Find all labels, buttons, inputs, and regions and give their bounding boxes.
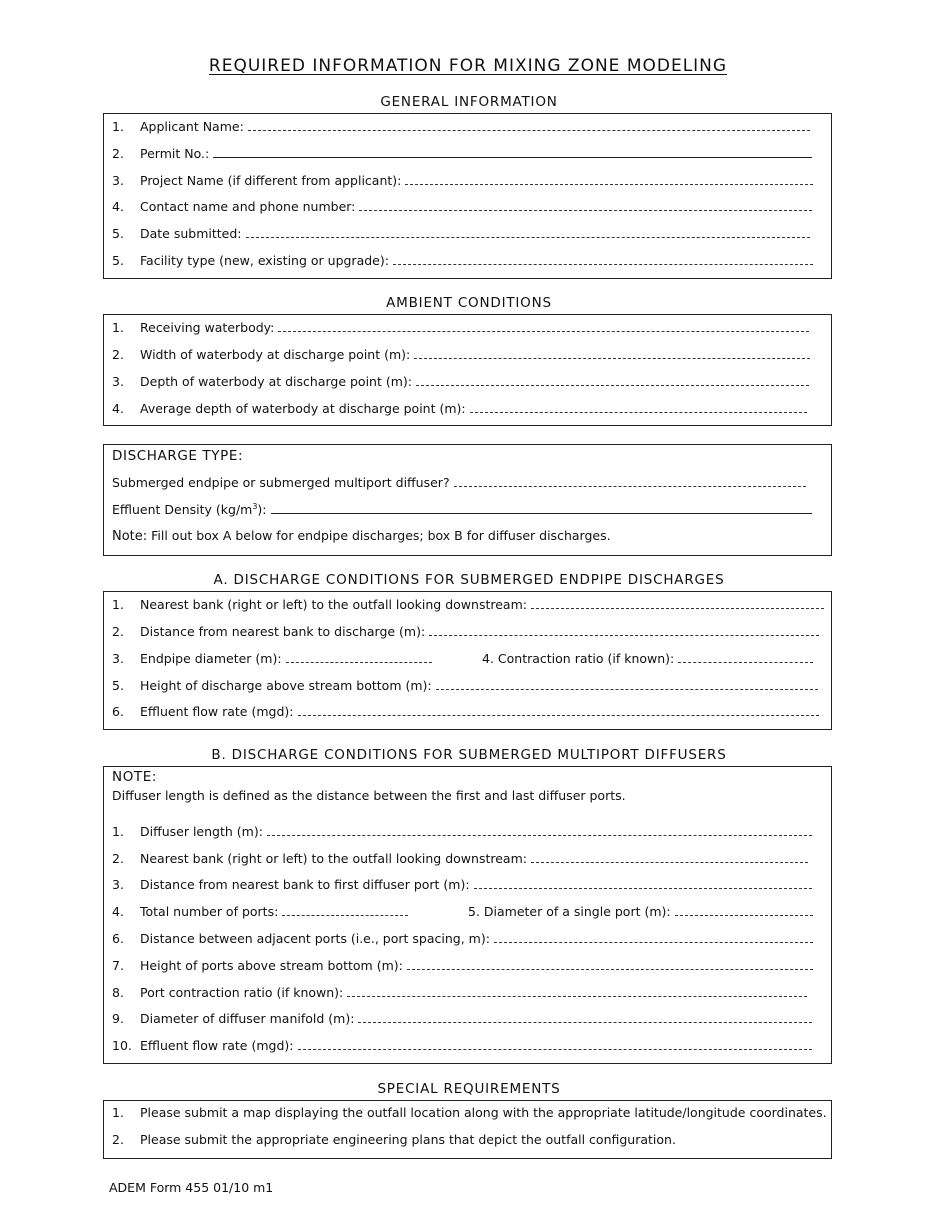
item-number: 3. — [112, 877, 124, 892]
distance-first-port-blank[interactable] — [474, 887, 812, 889]
distance-first-port-field[interactable] — [104, 874, 812, 892]
distance-to-discharge-label: Distance from nearest bank to discharge (m): — [140, 624, 426, 639]
manifold-diameter-blank[interactable] — [358, 1021, 812, 1023]
general-information-box — [103, 113, 832, 279]
nearest-bank-b-field[interactable] — [104, 848, 808, 866]
nearest-bank-label: Nearest bank (right or left) to the outfall looking downstream: — [140, 597, 527, 612]
section-a-box — [103, 591, 832, 730]
date-submitted-label: Date submitted: — [140, 226, 242, 241]
effluent-flow-rate-b-blank[interactable] — [298, 1048, 813, 1050]
nearest-bank-b-blank[interactable] — [531, 861, 808, 863]
total-ports-blank[interactable] — [282, 914, 408, 916]
date-submitted-field[interactable] — [104, 223, 810, 241]
item-number: 3. — [112, 173, 124, 188]
facility-type-label: Facility type (new, existing or upgrade): — [140, 253, 389, 268]
special-item — [104, 1129, 829, 1147]
port-contraction-blank[interactable] — [347, 995, 807, 997]
item-number: 10. — [112, 1038, 132, 1053]
item-number: 5. — [112, 226, 124, 241]
special-requirements-heading: SPECIAL REQUIREMENTS — [377, 1081, 561, 1097]
port-diameter-field[interactable] — [468, 901, 813, 919]
ports-height-blank[interactable] — [407, 968, 813, 970]
receiving-waterbody-field[interactable] — [104, 317, 809, 335]
discharge-type-box — [103, 444, 832, 556]
section-b-heading: B. DISCHARGE CONDITIONS FOR SUBMERGED MULTIPORT DIFFUSERS — [211, 747, 727, 763]
effluent-density-field[interactable] — [104, 499, 812, 517]
waterbody-width-field[interactable] — [104, 344, 810, 362]
waterbody-width-blank[interactable] — [414, 357, 810, 359]
port-diameter-blank[interactable] — [675, 914, 813, 916]
section-b-box — [103, 766, 832, 1064]
special-item — [104, 1102, 829, 1120]
distance-to-discharge-blank[interactable] — [429, 634, 819, 636]
item-number: 3. — [112, 651, 124, 666]
item-number: 6. — [112, 931, 124, 946]
item-number: 8. — [112, 985, 124, 1000]
average-depth-field[interactable] — [104, 398, 807, 416]
average-depth-blank[interactable] — [470, 411, 807, 413]
contact-field[interactable] — [104, 196, 812, 214]
section-b-note-text: Diffuser length is defined as the distance between the first and last diffuser ports. — [112, 788, 626, 803]
effluent-flow-rate-a-field[interactable] — [104, 701, 819, 719]
receiving-waterbody-blank[interactable] — [278, 330, 809, 332]
total-ports-field[interactable] — [104, 901, 408, 919]
facility-type-field[interactable] — [104, 250, 813, 268]
section-a-heading: A. DISCHARGE CONDITIONS FOR SUBMERGED ENDPIPE DISCHARGES — [213, 572, 725, 588]
discharge-type-heading-text: DISCHARGE TYPE: — [112, 448, 244, 464]
nearest-bank-b-label: Nearest bank (right or left) to the outfall looking downstream: — [140, 851, 527, 866]
endpipe-diameter-label: Endpipe diameter (m): — [140, 651, 282, 666]
item-number: 4. — [112, 199, 124, 214]
contraction-ratio-field[interactable] — [482, 648, 813, 666]
item-number: 3. — [112, 374, 124, 389]
contraction-ratio-label: 4. Contraction ratio (if known): — [482, 651, 675, 666]
diffuser-length-blank[interactable] — [267, 834, 812, 836]
effluent-flow-rate-b-field[interactable] — [104, 1035, 812, 1053]
manifold-diameter-label: Diameter of diffuser manifold (m): — [140, 1011, 355, 1026]
item-number: 1. — [112, 597, 124, 612]
item-number: 2. — [112, 851, 124, 866]
applicant-name-blank[interactable] — [248, 129, 810, 131]
distance-to-discharge-field[interactable] — [104, 621, 819, 639]
discharge-type-question: Submerged endpipe or submerged multiport diffuser? — [112, 475, 450, 490]
form-title: REQUIRED INFORMATION FOR MIXING ZONE MODELING — [208, 56, 728, 76]
special-item-text: Please submit a map displaying the outfall location along with the appropriate latitude/longitude coordinates. — [140, 1105, 827, 1120]
applicant-name-field[interactable] — [104, 116, 810, 134]
project-name-blank[interactable] — [405, 183, 813, 185]
item-number: 6. — [112, 704, 124, 719]
endpipe-diameter-field[interactable] — [104, 648, 432, 666]
manifold-diameter-field[interactable] — [104, 1008, 812, 1026]
item-number: 9. — [112, 1011, 124, 1026]
discharge-height-label: Height of discharge above stream bottom (m): — [140, 678, 432, 693]
ports-height-label: Height of ports above stream bottom (m): — [140, 958, 403, 973]
item-number: 1. — [112, 1105, 124, 1120]
section-b-note-heading-text: NOTE: — [112, 769, 158, 785]
waterbody-width-label: Width of waterbody at discharge point (m): — [140, 347, 411, 362]
effluent-flow-rate-a-label: Effluent flow rate (mgd): — [140, 704, 294, 719]
port-diameter-label: 5. Diameter of a single port (m): — [468, 904, 671, 919]
item-number: 1. — [112, 320, 124, 335]
effluent-density-text: Effluent Density (kg/m — [112, 502, 253, 517]
waterbody-depth-label: Depth of waterbody at discharge point (m): — [140, 374, 412, 389]
item-number: 5. — [112, 253, 124, 268]
nearest-bank-blank[interactable] — [531, 607, 824, 609]
item-number: 5. — [112, 678, 124, 693]
permit-no-blank[interactable] — [213, 156, 812, 158]
item-number: 4. — [112, 401, 124, 416]
applicant-name-label: Applicant Name: — [140, 119, 244, 134]
effluent-density-blank[interactable] — [271, 512, 812, 514]
section-b-note-heading — [104, 767, 804, 785]
item-number: 4. — [112, 904, 124, 919]
special-item-text: Please submit the appropriate engineering plans that depict the outfall configuration. — [140, 1132, 676, 1147]
ports-height-field[interactable] — [104, 955, 813, 973]
port-contraction-label: Port contraction ratio (if known): — [140, 985, 344, 1000]
effluent-density-label — [104, 502, 271, 517]
section-b-note — [104, 785, 814, 803]
special-requirements-box — [103, 1100, 832, 1159]
item-number: 2. — [112, 347, 124, 362]
average-depth-label: Average depth of waterbody at discharge point (m): — [140, 401, 466, 416]
item-number: 2. — [112, 624, 124, 639]
facility-type-blank[interactable] — [393, 263, 813, 265]
contraction-ratio-blank[interactable] — [678, 661, 813, 663]
discharge-note — [104, 526, 814, 544]
item-number: 1. — [112, 824, 124, 839]
discharge-note-text — [104, 528, 611, 544]
ambient-conditions-heading: AMBIENT CONDITIONS — [386, 295, 552, 311]
discharge-height-field[interactable] — [104, 675, 818, 693]
form-footer: ADEM Form 455 01/10 m1 — [109, 1180, 274, 1195]
endpipe-diameter-blank[interactable] — [286, 661, 432, 663]
note-label: Note: — [112, 529, 148, 544]
item-number: 2. — [112, 1132, 124, 1147]
superscript-three: 3 — [252, 501, 258, 511]
port-spacing-field[interactable] — [104, 928, 813, 946]
port-spacing-label: Distance between adjacent ports (i.e., port spacing, m): — [140, 931, 490, 946]
port-contraction-field[interactable] — [104, 982, 807, 1000]
date-submitted-blank[interactable] — [246, 236, 810, 238]
waterbody-depth-blank[interactable] — [416, 384, 809, 386]
total-ports-label: Total number of ports: — [140, 904, 279, 919]
diffuser-length-label: Diffuser length (m): — [140, 824, 263, 839]
discharge-height-blank[interactable] — [436, 688, 818, 690]
effluent-density-end: ): — [257, 502, 267, 517]
ambient-conditions-box — [103, 314, 832, 426]
project-name-field[interactable] — [104, 170, 813, 188]
waterbody-depth-field[interactable] — [104, 371, 809, 389]
discharge-type-heading — [104, 446, 804, 464]
discharge-type-blank[interactable] — [454, 485, 806, 487]
general-information-heading: GENERAL INFORMATION — [380, 94, 558, 110]
item-number: 7. — [112, 958, 124, 973]
contact-blank[interactable] — [359, 209, 812, 211]
port-spacing-blank[interactable] — [494, 941, 813, 943]
note-body: Fill out box A below for endpipe discharges; box B for diffuser discharges. — [147, 528, 611, 543]
contact-label: Contact name and phone number: — [140, 199, 356, 214]
nearest-bank-field[interactable] — [104, 594, 824, 612]
project-name-label: Project Name (if different from applicant): — [140, 173, 402, 188]
distance-first-port-label: Distance from nearest bank to first diffuser port (m): — [140, 877, 470, 892]
item-number: 1. — [112, 119, 124, 134]
diffuser-length-field[interactable] — [104, 821, 812, 839]
permit-no-field[interactable] — [104, 143, 812, 161]
receiving-waterbody-label: Receiving waterbody: — [140, 320, 275, 335]
item-number: 2. — [112, 146, 124, 161]
permit-no-label: Permit No.: — [140, 146, 210, 161]
effluent-flow-rate-a-blank[interactable] — [298, 714, 820, 716]
discharge-type-field[interactable] — [104, 472, 806, 490]
effluent-flow-rate-b-label: Effluent flow rate (mgd): — [140, 1038, 294, 1053]
